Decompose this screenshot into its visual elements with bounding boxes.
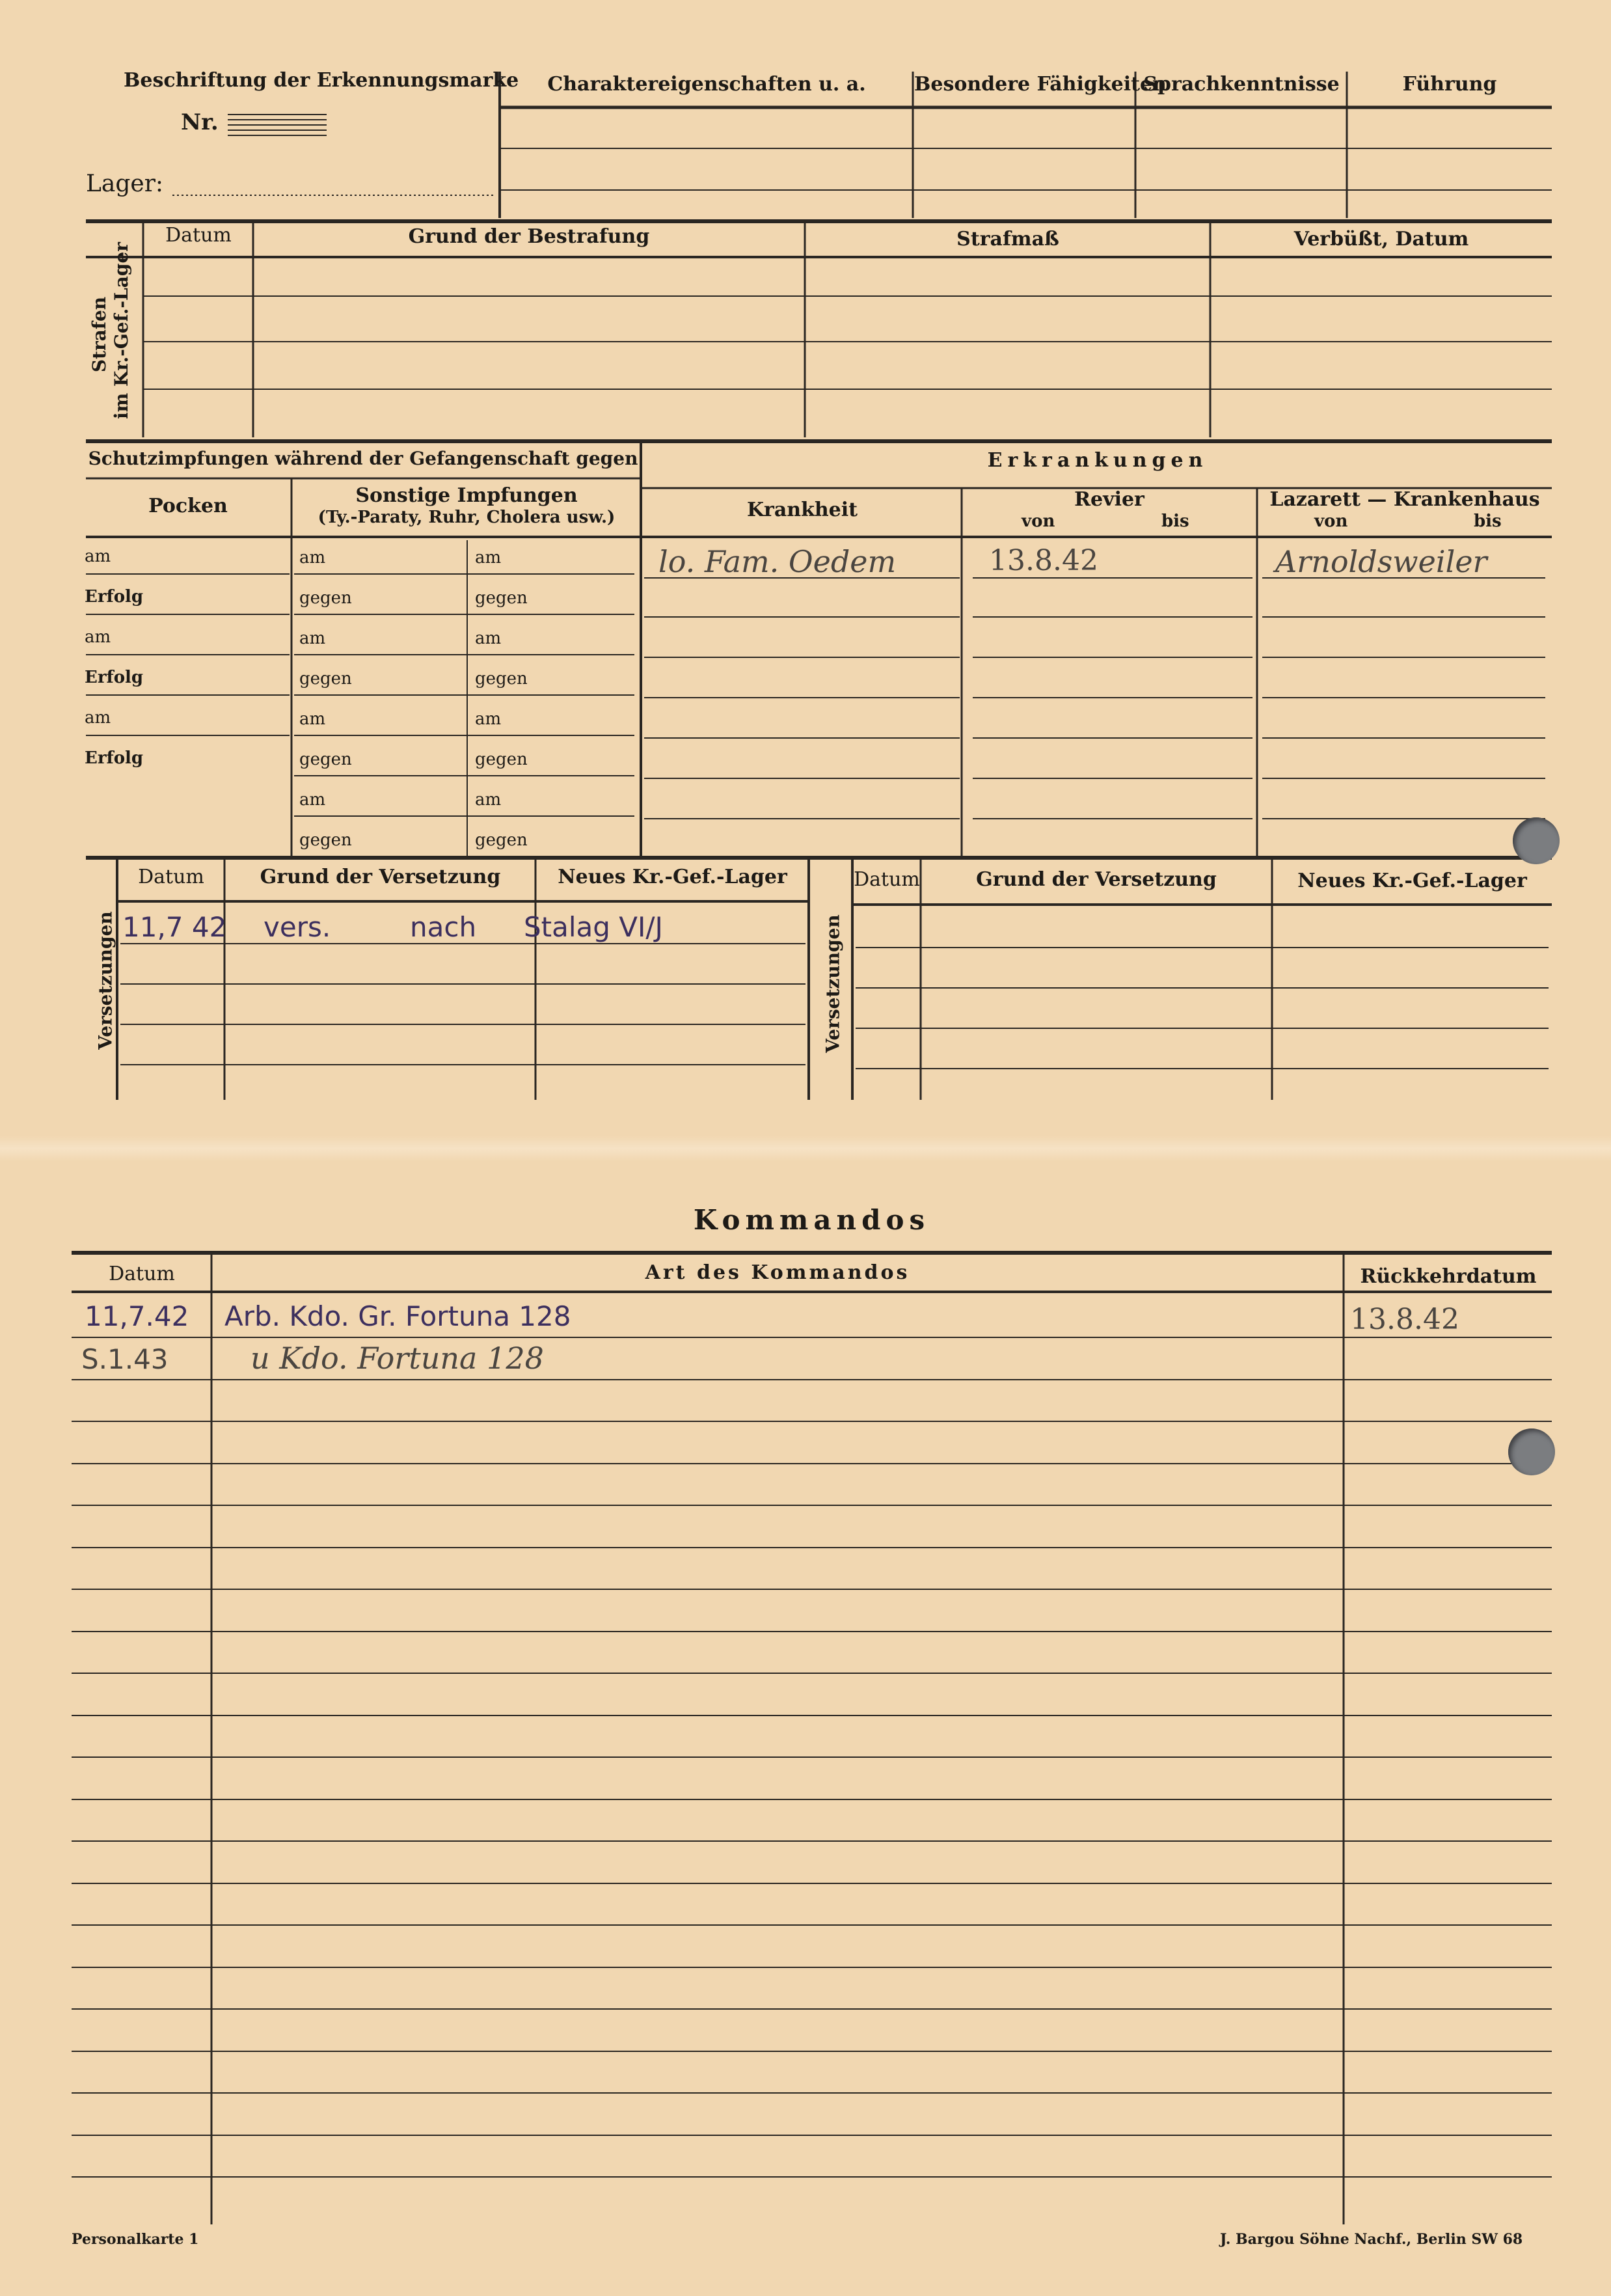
impfungen-title: Schutzimpfungen während der Gefangenschaft gegen (88, 448, 638, 469)
impf-row-label: gegen (475, 750, 528, 769)
vers-col-lager-right: Neues Kr.-Gef.-Lager (1297, 869, 1527, 892)
kdo-row-rueckkehr: 13.8.42 (1350, 1303, 1459, 1336)
vers-col-datum-right: Datum (854, 868, 920, 891)
impf-row-label: am (475, 790, 502, 810)
impf-row-label: gegen (299, 588, 352, 608)
impf-row-label: gegen (299, 669, 352, 689)
erkrankung-krankheit: lo. Fam. Oedem (658, 544, 897, 579)
col-besondere-faehigkeiten: Besondere Fähigkeiten (914, 73, 1167, 96)
lazarett-bis: bis (1474, 512, 1502, 531)
erkrankungen-krankheit: Krankheit (746, 499, 858, 521)
lager-label: Lager: (86, 171, 164, 197)
erkennungsmarke-label: Beschriftung der Erkennungsmarke (124, 69, 519, 92)
kdo-row-datum: 11,7.42 (85, 1300, 189, 1332)
vers-entry-grund: nach (410, 911, 477, 943)
pocken-row-label: am (85, 627, 111, 647)
lazarett-von: von (1314, 512, 1348, 531)
col-charaktereigenschaften: Charaktereigenschaften u. a. (547, 73, 866, 96)
impf-row-label: am (475, 629, 502, 648)
impf-row-label: gegen (299, 750, 352, 769)
vers-col-grund: Grund der Versetzung (260, 866, 501, 888)
pocken-row-label: am (85, 708, 111, 728)
col-fuehrung: Führung (1402, 73, 1497, 96)
impf-row-label: am (299, 790, 326, 810)
pocken-row-label: Erfolg (85, 668, 144, 687)
pocken-row-label: Erfolg (85, 748, 144, 768)
impf-row-label: am (475, 548, 502, 567)
impf-row-label: am (299, 629, 326, 648)
pocken-row-label: am (85, 547, 111, 566)
strafen-col-verbuesst: Verbüßt, Datum (1293, 228, 1469, 251)
punch-hole (1508, 1428, 1555, 1475)
versetzungen-side-label-right: Versetzungen (822, 914, 844, 1053)
impf-row-label: am (299, 548, 326, 567)
impfungen-pocken: Pocken (148, 495, 228, 517)
impfungen-sonstige: Sonstige Impfungen (355, 484, 578, 507)
kommandos-title: Kommandos (693, 1204, 930, 1236)
vers-entry-grund: vers. (264, 911, 331, 943)
kdo-col-datum: Datum (109, 1263, 175, 1285)
strafen-col-grund: Grund der Bestrafung (408, 225, 650, 248)
revier-von: von (1022, 512, 1055, 531)
impf-row-label: gegen (475, 588, 528, 608)
form-name: Personalkarte 1 (72, 2231, 199, 2248)
erkrankungen-revier: Revier (1074, 488, 1144, 511)
kdo-row-art: u Kdo. Fortuna 128 (250, 1341, 544, 1376)
pocken-row-label: Erfolg (85, 587, 144, 607)
vers-entry-lager: Stalag VI/J (524, 911, 663, 943)
punch-hole (1513, 817, 1560, 864)
impf-row-label: am (299, 709, 326, 729)
vers-col-datum: Datum (138, 866, 204, 888)
kdo-col-rueckkehr: Rückkehrdatum (1360, 1265, 1537, 1288)
impf-row-label: am (475, 709, 502, 729)
erkrankungen-title: Erkrankungen (987, 449, 1208, 472)
vers-col-lager: Neues Kr.-Gef.-Lager (558, 866, 787, 888)
erkrankungen-lazarett: Lazarett — Krankenhaus (1269, 488, 1540, 511)
impf-row-label: gegen (299, 830, 352, 850)
erkrankung-lazarett: Arnoldsweiler (1275, 544, 1487, 579)
vers-col-grund-right: Grund der Versetzung (976, 868, 1217, 891)
nr-label: Nr. (181, 109, 219, 135)
revier-bis: bis (1161, 512, 1189, 531)
versetzungen-side-label-left: Versetzungen (94, 911, 116, 1050)
impfungen-sonstige-sub: (Ty.-Paraty, Ruhr, Cholera usw.) (318, 508, 616, 527)
erkrankung-revier-von: 13.8.42 (989, 544, 1098, 577)
strafen-side-label: Strafen im Kr.-Gef.-Lager (88, 241, 132, 419)
vers-entry-datum: 11,7 42 (122, 911, 227, 943)
impf-row-label: gegen (475, 830, 528, 850)
impf-row-label: gegen (475, 669, 528, 689)
printer-imprint: J. Bargou Söhne Nachf., Berlin SW 68 (1220, 2231, 1523, 2248)
kdo-row-datum: S.1.43 (81, 1343, 169, 1375)
col-sprachkenntnisse: Sprachkenntnisse (1143, 73, 1340, 96)
kdo-col-art: Art des Kommandos (645, 1261, 910, 1284)
strafen-col-datum: Datum (165, 224, 232, 247)
kdo-row-art: Arb. Kdo. Gr. Fortuna 128 (224, 1300, 571, 1332)
strafen-col-strafmass: Strafmaß (956, 228, 1059, 251)
